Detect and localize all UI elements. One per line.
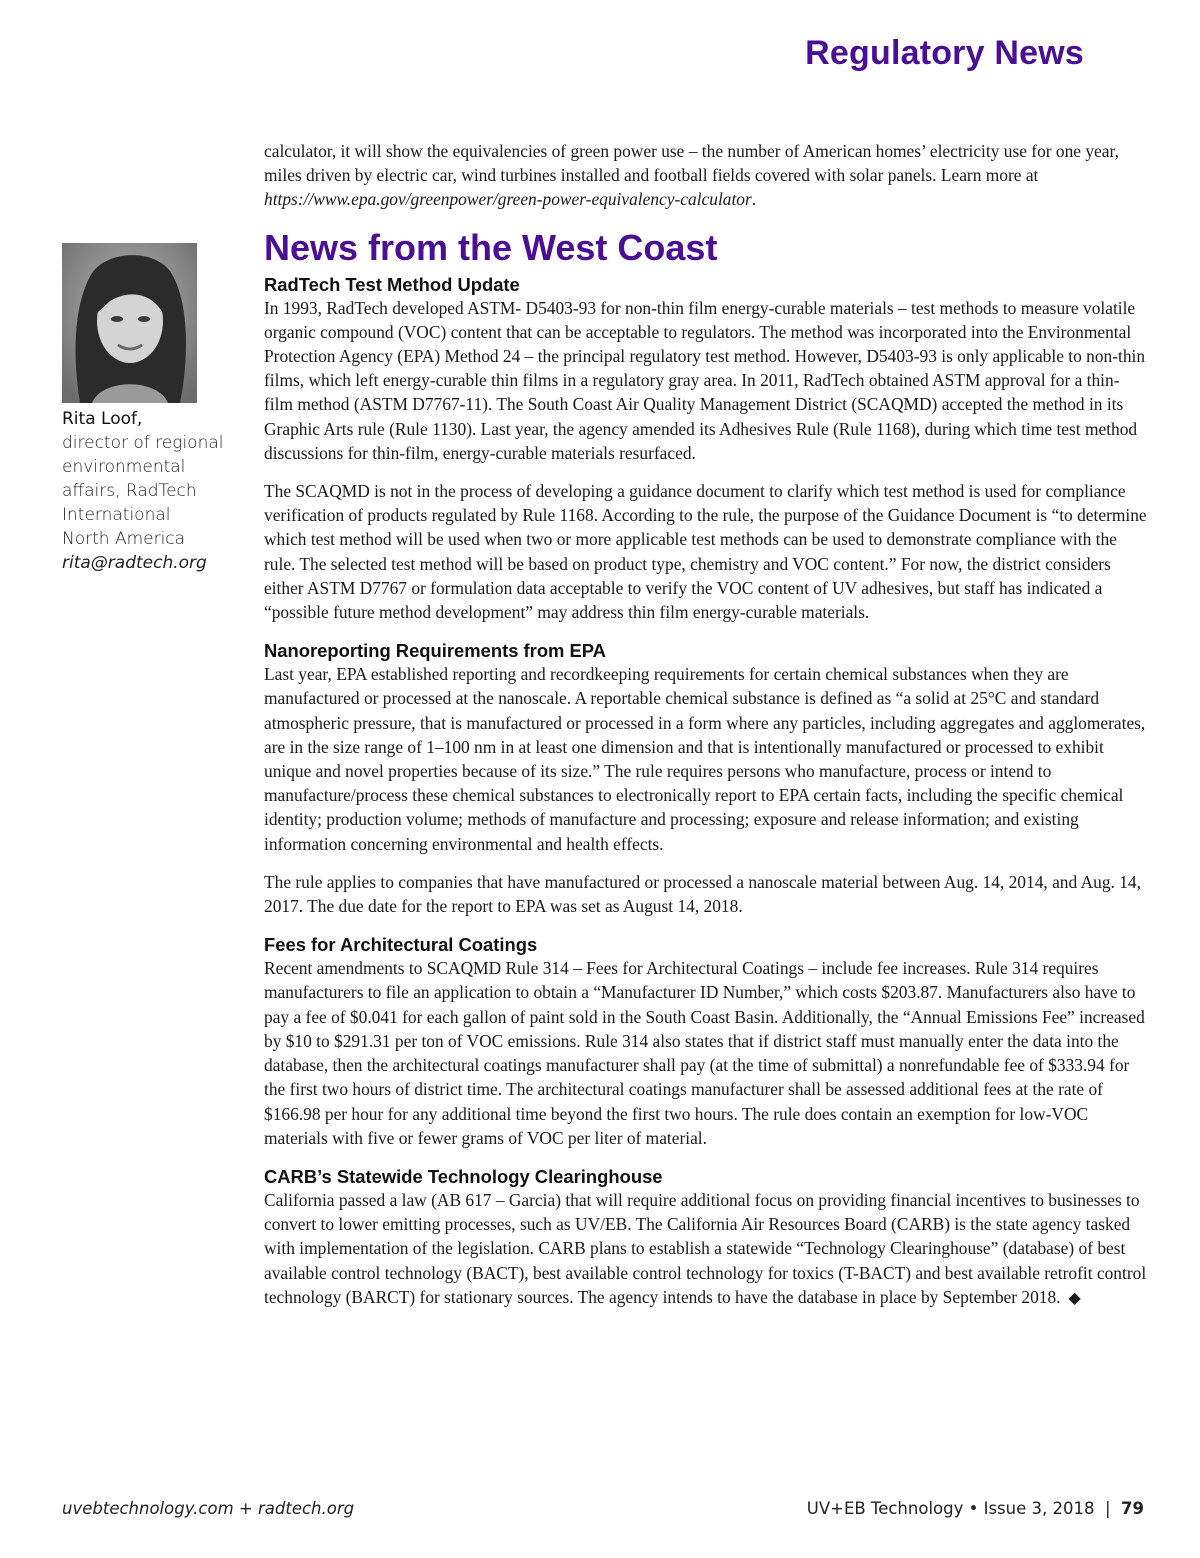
footer-separator: | <box>1104 1499 1111 1518</box>
subhead-nanoreporting: Nanoreporting Requirements from EPA <box>264 640 606 662</box>
subhead-radtech-test-method: RadTech Test Method Update <box>264 273 520 295</box>
intro-tail: . <box>751 189 757 210</box>
body-paragraph: The rule applies to companies that have manufactured or processed a nanoscale material between Aug. 14, 2014, and Aug. 14, 2017. The due date for the report to EPA was set as August 14, 2018. <box>264 871 1141 917</box>
running-header-title: Regulatory News <box>805 34 1084 72</box>
portrait-image <box>62 243 197 403</box>
article-title: News from the West Coast <box>264 226 718 268</box>
footer-publication: UV+EB Technology • Issue 3, 2018 <box>806 1499 1095 1518</box>
subhead-architectural-coatings: Fees for Architectural Coatings <box>264 934 538 956</box>
subhead-carb-clearinghouse: CARB’s Statewide Technology Clearinghouse <box>264 1165 663 1187</box>
author-role-line: North America <box>62 529 186 549</box>
end-mark-icon: ◆ <box>1068 1289 1081 1307</box>
intro-paragraph <box>264 139 1148 212</box>
body-paragraph-final <box>264 1188 1148 1311</box>
intro-text: calculator, it will show the equivalencies of green power use – the number of American homes’ electricity use for one year, miles driven by electric car, wind turbines installed and football fields covered with solar panels. Learn more at <box>264 141 1119 186</box>
author-role-line: International <box>62 505 171 525</box>
body-paragraph: In 1993, RadTech developed ASTM- D5403-93 for non-thin film energy-curable materials – test methods to measure volatile organic compound (VOC) content that can be acceptable to regulators. The method was incorporated into the Environmental Protection Agency (EPA) Method 24 – the principal regulatory test method. However, D5403-93 is only applicable to non-thin films, which left energy-curable thin films in a regulatory gray area. In 2011, RadTech obtained ASTM approval for a thin-film method (ASTM D7767-11). The South Coast Air Quality Management District (SCAQMD) accepted the method in its Graphic Arts rule (Rule 1130). Last year, the agency amended its Adhesives Rule (Rule 1168), during which time test method discussions for thin-film, energy-curable materials resurfaced. <box>264 297 1146 463</box>
intro-link[interactable]: https://www.epa.gov/greenpower/green-power-equivalency-calculator <box>264 189 752 210</box>
author-name: Rita Loof, <box>62 409 143 429</box>
body-paragraph: The SCAQMD is not in the process of developing a guidance document to clarify which test method is used for compliance verification of products regulated by Rule 1168. According to the rule, the purpose of the Guidance Document is “to determine which test method will be used when two or more applicable test methods can be used to demonstrate compliance with the rule. The selected test method will be based on product type, chemistry and VOC content.” For now, the district considers either ASTM D7767 or formulation data acceptable to verify the VOC content of UV adhesives, but staff has indicated a “possible future method development” may address thin film energy-curable materials. <box>264 481 1147 623</box>
author-sidebar <box>62 243 242 575</box>
author-email[interactable]: rita@radtech.org <box>62 553 207 573</box>
author-role-line: environmental <box>62 457 186 477</box>
author-role-line: affairs, RadTech <box>62 481 197 501</box>
article-column <box>264 139 1148 1325</box>
page-number: 79 <box>1121 1499 1144 1518</box>
body-paragraph: Recent amendments to SCAQMD Rule 314 – Fees for Architectural Coatings – include fee increases. Rule 314 requires manufacturers to file an application to obtain a “Manufacturer ID Number,” which costs $203.87. Manufacturers also have to pay a fee of $0.041 for each gallon of paint sold in the South Coast Basin. Additionally, the “Annual Emissions Fee” increased by $10 to $291.31 per ton of VOC emissions. Rule 314 also states that if district staff must manually enter the data into the database, then the architectural coatings manufacturer shall pay (at the time of submittal) a nonrefundable fee of $333.94 for the first two hours of district time. The architectural coatings manufacturer shall be assessed additional fees at the rate of $166.98 per hour for any additional time beyond the first two hours. The rule does contain an exemption for low-VOC materials with five or fewer grams of VOC per liter of material. <box>264 958 1145 1148</box>
footer-websites[interactable]: uvebtechnology.com + radtech.org <box>62 1499 355 1518</box>
footer-publication-info <box>807 1499 1144 1518</box>
final-paragraph-text: California passed a law (AB 617 – Garcia) that will require additional focus on providing financial incentives to businesses to convert to lower emitting processes, such as UV/EB. The California Air Resources Board (CARB) is the state agency tasked with implementation of the legislation. CARB plans to establish a statewide “Technology Clearinghouse” (database) of best available control technology (BACT), best available control technology for toxics (T-BACT) and best available retrofit control technology (BARCT) for stationary sources. The agency intends to have the database in place by September 2018. <box>264 1189 1147 1307</box>
body-paragraph: Last year, EPA established reporting and recordkeeping requirements for certain chemical substances when they are manufactured or processed at the nanoscale. A reportable chemical substance is defined as “a solid at 25°C and standard atmospheric pressure, that is manufactured or processed in a form where any particles, including aggregates and agglomerates, are in the size range of 1–100 nm in at least one dimension and that is intentionally manufactured or processed to exhibit unique and novel properties because of its size.” The rule requires persons who manufacture, process or intend to manufacture/process these chemical substances to electronically report to EPA certain facts, including the specific chemical identity; production volume; methods of manufacture and processing; exposure and release information; and existing information concerning environmental and health effects. <box>264 664 1146 854</box>
author-role-line: director of regional <box>62 433 224 453</box>
author-portrait <box>62 243 197 403</box>
